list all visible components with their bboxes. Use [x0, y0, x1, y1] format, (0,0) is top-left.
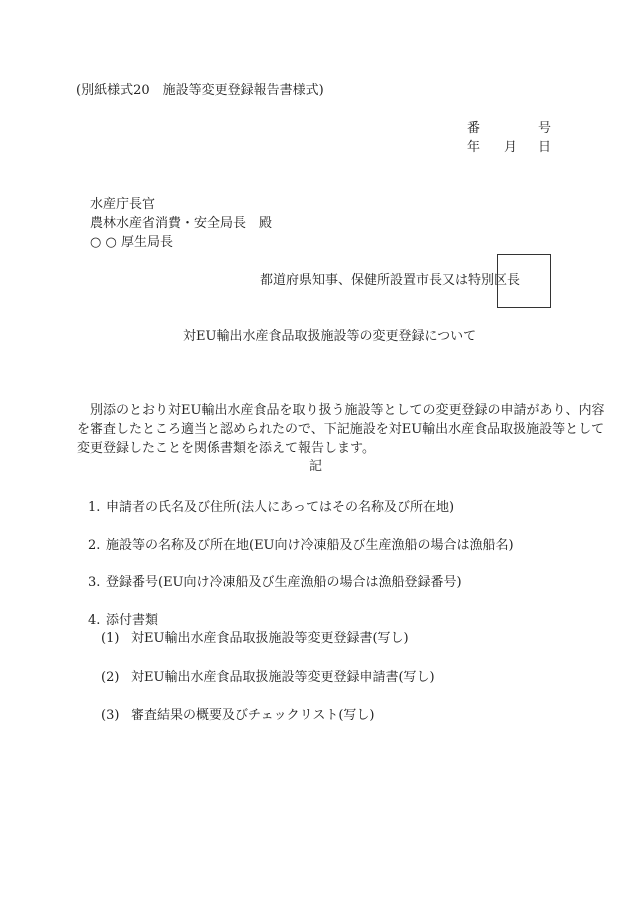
- body-line: 別添のとおり対EU輸出水産食品を取り扱う施設等としての変更登録の申請があり、内容: [90, 403, 605, 418]
- document-title: 対EU輸出水産食品取扱施設等の変更登録について: [183, 329, 477, 344]
- item-text: 登録番号(EU向け冷凍船及び生産漁船の場合は漁船登録番号): [106, 575, 462, 590]
- date-month: 月: [504, 140, 518, 155]
- attachment-text: 審査結果の概要及びチェックリスト(写し): [131, 708, 375, 723]
- form-label: (別紙様式20 施設等変更登録報告書様式): [76, 83, 324, 98]
- attachment-num: (1): [101, 631, 120, 646]
- addressee: ○ ○ 厚生局長: [90, 235, 173, 250]
- sender: 都道府県知事、保健所設置市長又は特別区長: [260, 273, 521, 288]
- item-text: 添付書類: [106, 613, 159, 628]
- item-text: 申請者の氏名及び住所(法人にあってはその名称及び所在地): [106, 500, 455, 515]
- item-num: 2.: [88, 538, 101, 553]
- item-num: 1.: [88, 500, 101, 515]
- ki-heading: 記: [309, 459, 323, 474]
- body-line: を審査したところ適当と認められたので、下記施設を対EU輸出水産食品取扱施設等として: [77, 422, 605, 437]
- number-go: 号: [538, 121, 552, 136]
- addressee: 水産庁長官: [90, 197, 156, 212]
- body-line: 変更登録したことを関係書類を添えて報告します。: [77, 441, 375, 456]
- attachment-num: (3): [101, 708, 120, 723]
- number-ban: 番: [467, 121, 481, 136]
- addressee: 農林水産省消費・安全局長 殿: [90, 216, 273, 231]
- item-text: 施設等の名称及び所在地(EU向け冷凍船及び生産漁船の場合は漁船名): [106, 538, 514, 553]
- item-num: 3.: [88, 575, 101, 590]
- date-year: 年: [467, 140, 481, 155]
- attachment-text: 対EU輸出水産食品取扱施設等変更登録申請書(写し): [131, 670, 435, 685]
- attachment-num: (2): [101, 670, 120, 685]
- attachment-text: 対EU輸出水産食品取扱施設等変更登録書(写し): [131, 631, 409, 646]
- seal-box: [497, 254, 551, 308]
- date-day: 日: [538, 140, 552, 155]
- item-num: 4.: [88, 613, 101, 628]
